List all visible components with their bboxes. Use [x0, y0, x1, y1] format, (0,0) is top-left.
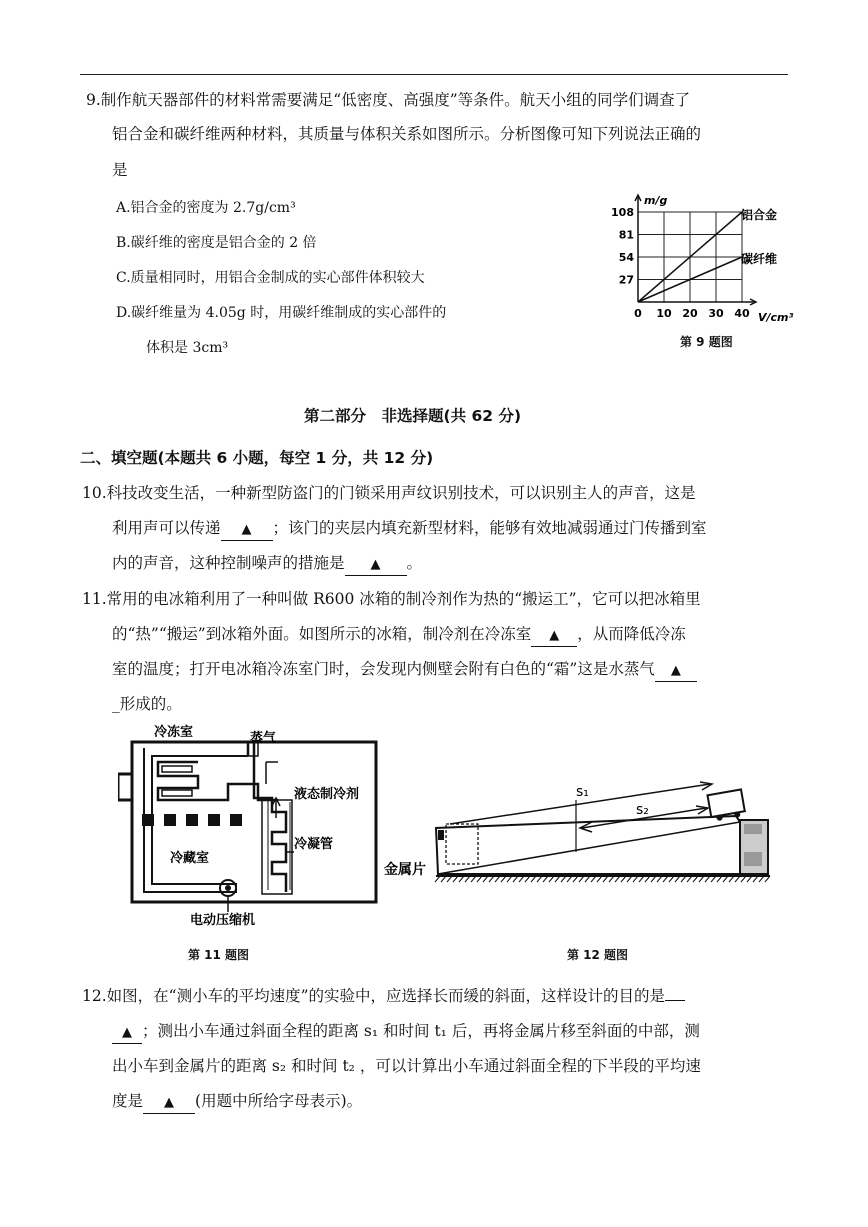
label-compressor: 电动压缩机 — [190, 913, 256, 928]
q11-line-4: _形成的。 — [112, 695, 182, 713]
y-tick-label: 81 — [618, 228, 634, 242]
q9-option-c: C.质量相同时，用铝合金制成的实心部件体积较大 — [116, 270, 425, 286]
y-tick-label: 108 — [611, 206, 634, 219]
q11-blank-1[interactable]: ▲ — [531, 626, 577, 647]
series-label-carbon: 碳纤维 — [741, 252, 778, 266]
refrigerator-diagram — [118, 722, 408, 932]
label-metal-plate: 金属片 — [384, 862, 426, 878]
q10-text-3a: 内的声音，这种控制噪声的措施是 — [112, 554, 345, 572]
q12-text-1: 12.如图，在“测小车的平均速度”的实验中，应选择长而缓的斜面，这样设计的目的是 — [82, 987, 666, 1005]
q12-line-1 — [82, 986, 685, 1006]
x-tick-label: 0 — [634, 307, 642, 320]
part2-title: 第二部分 非选择题(共 62 分) — [304, 407, 522, 425]
q10-blank-2[interactable]: ▲ — [345, 555, 407, 576]
q12-line-3: 出小车到金属片的距离 s₂ 和时间 t₂ ，可以计算出小车通过斜面全程的下半段的平均速 — [112, 1057, 701, 1075]
q11-line-3 — [112, 659, 697, 682]
q10-line-1: 10.科技改变生活，一种新型防盗门的门锁采用声纹识别技术，可以识别主人的声音，这是 — [82, 484, 696, 502]
q9-line-3: 是 — [112, 161, 128, 179]
q11-line-2 — [112, 624, 686, 647]
incline-diagram — [380, 748, 780, 888]
q10-text-2b: ；该门的夹层内填充新型材料，能够有效地减弱通过门传播到室 — [272, 519, 707, 537]
y-tick-label: 54 — [618, 251, 634, 264]
q11-blank-2[interactable]: ▲ — [655, 661, 697, 682]
label-s2: s₂ — [636, 802, 649, 818]
label-freezer: 冷冻室 — [154, 725, 194, 740]
label-condenser: 冷凝管 — [294, 837, 334, 852]
q12-text-4a: 度是 — [112, 1092, 144, 1110]
label-liquid-refrigerant: 液态制冷剂 — [294, 787, 360, 802]
q10-blank-1[interactable]: ▲ — [221, 520, 273, 541]
q10-text-2a: 利用声可以传递 — [112, 519, 221, 537]
q11-figure-caption: 第 11 题图 — [188, 948, 250, 962]
q12-blank-1[interactable]: ▲ — [112, 1023, 142, 1044]
q12-figure-caption: 第 12 题图 — [567, 948, 629, 962]
q9-option-d-cont: 体积是 3cm³ — [146, 340, 229, 356]
x-tick-label: 10 — [656, 307, 672, 320]
top-rule — [80, 74, 788, 75]
x-axis-label: V/cm³ — [758, 311, 794, 324]
q10-line-3 — [112, 553, 422, 576]
q9-option-d: D.碳纤维量为 4.05g 时，用碳纤维制成的实心部件的 — [116, 305, 447, 321]
label-fridge: 冷藏室 — [170, 851, 210, 866]
q9-line-2: 铝合金和碳纤维两种材料，其质量与体积关系如图所示。分析图像可知下列说法正确的 — [112, 125, 702, 143]
mass-volume-chart — [604, 192, 794, 327]
q11-line-1: 11.常用的电冰箱利用了一种叫做 R600 冰箱的制冷剂作为热的“搬运工”，它可以把冰箱里 — [82, 590, 701, 608]
y-axis-label: m/g — [644, 194, 668, 207]
y-tick-label: 27 — [618, 273, 634, 287]
q11-text-2b: ，从而降低冷冻 — [577, 625, 686, 643]
q12-line-4 — [112, 1091, 362, 1114]
q11-text-2a: 的“热”“搬运”到冰箱外面。如图所示的冰箱，制冷剂在冷冻室 — [112, 625, 532, 643]
label-vapor: 蒸气 — [250, 731, 277, 746]
q9-option-a: A.铝合金的密度为 2.7g/cm³ — [116, 200, 296, 216]
q9-figure-caption: 第 9 题图 — [680, 335, 733, 349]
x-tick-label: 20 — [682, 307, 698, 320]
x-tick-label: 40 — [734, 307, 750, 320]
q9-option-b: B.碳纤维的密度是铝合金的 2 倍 — [116, 235, 317, 251]
q12-blank-2[interactable]: ▲ — [143, 1093, 195, 1114]
label-s1: s₁ — [576, 784, 589, 800]
q10-line-2 — [112, 518, 707, 541]
q12-text-2: ；测出小车通过斜面全程的距离 s₁ 和时间 t₁ 后，再将金属片移至斜面的中部，测 — [142, 1022, 700, 1040]
section-fill-in-title: 二、填空题(本题共 6 小题，每空 1 分，共 12 分) — [80, 449, 434, 467]
q9-line-1: 9.制作航天器部件的材料常需要满足“低密度、高强度”等条件。航天小组的同学们调查了 — [86, 91, 691, 109]
q12-line-2 — [112, 1021, 700, 1044]
series-label-aluminum: 铝合金 — [741, 208, 778, 222]
q12-text-4b: (用题中所给字母表示)。 — [195, 1092, 363, 1110]
q11-text-3: 室的温度；打开电冰箱冷冻室门时，会发现内侧壁会附有白色的“霜”这是水蒸气 — [112, 660, 655, 678]
q10-text-3b: 。 — [406, 554, 423, 572]
x-tick-label: 30 — [708, 307, 724, 320]
q12-blank-1-start[interactable] — [665, 1000, 685, 1001]
